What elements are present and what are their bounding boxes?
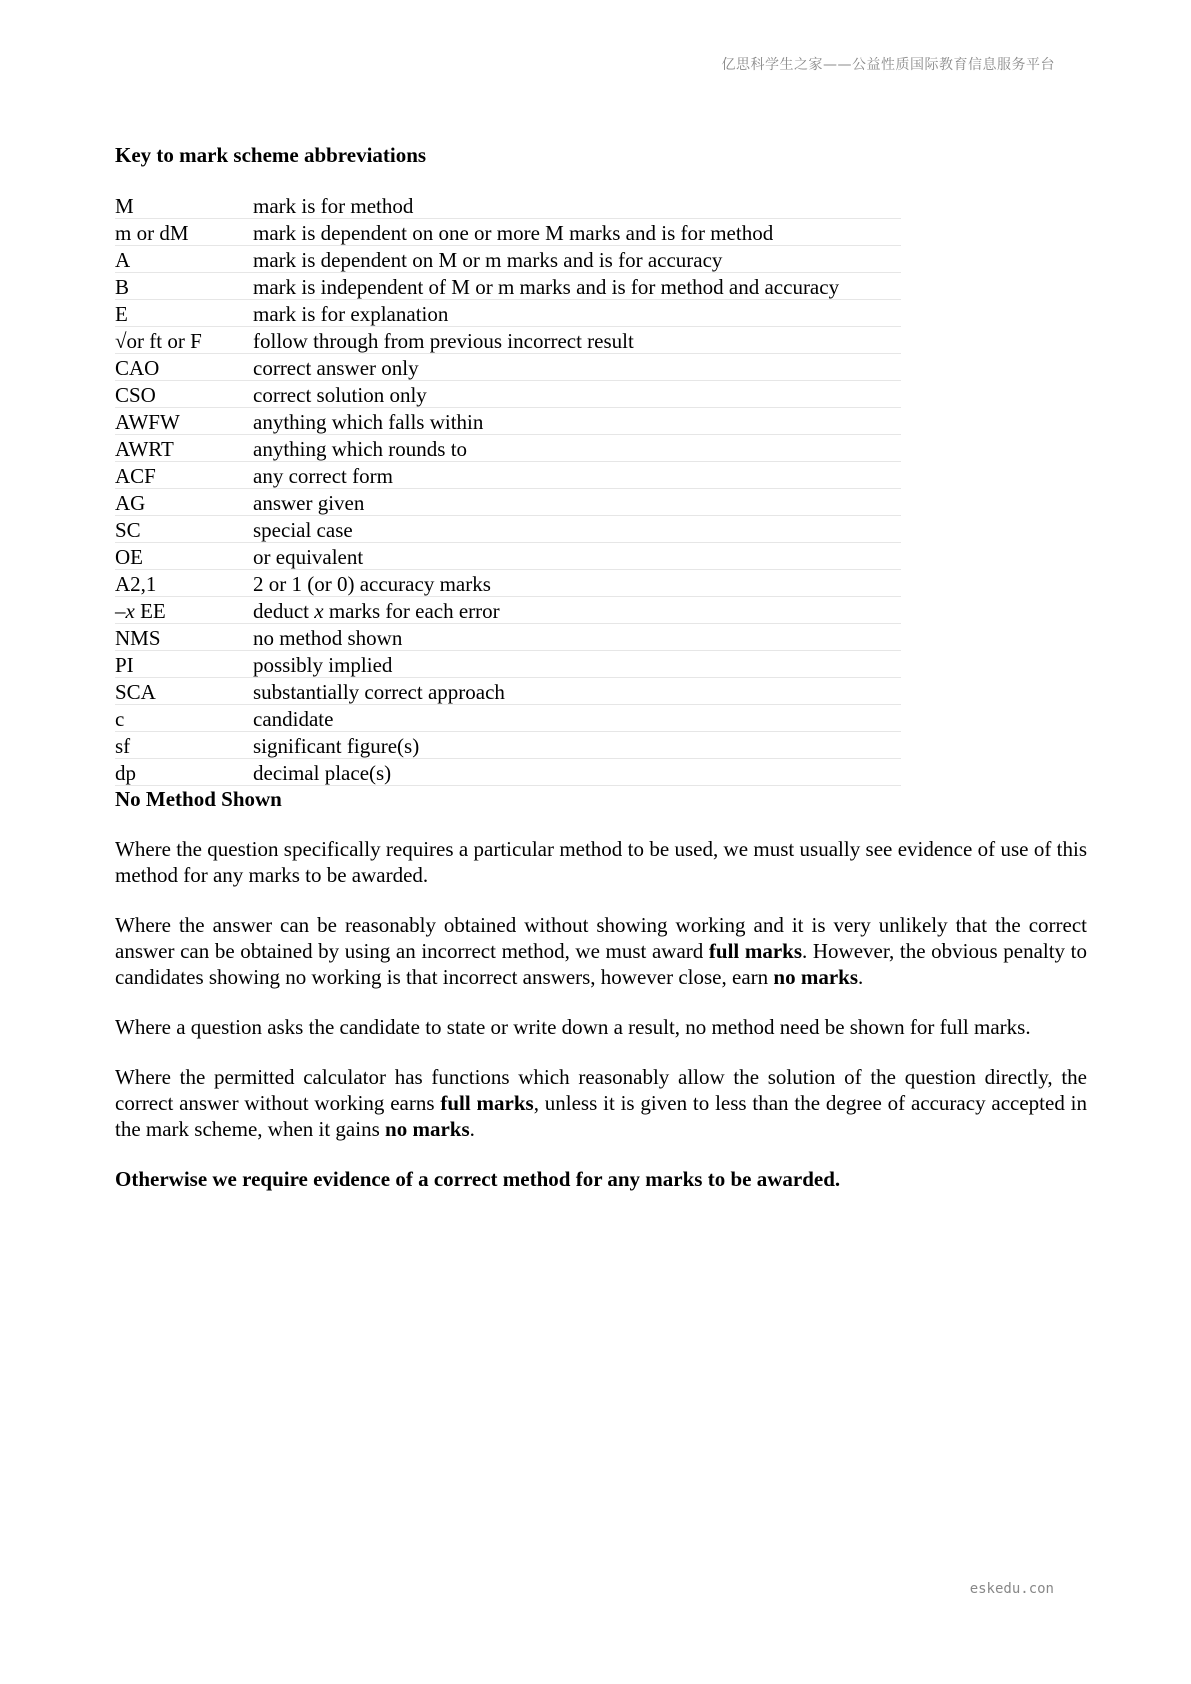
table-row xyxy=(115,354,901,381)
table-row xyxy=(115,489,901,516)
table-row xyxy=(115,732,901,759)
abbreviation-meaning: answer given xyxy=(253,489,901,516)
abbreviation-meaning: anything which rounds to xyxy=(253,435,901,462)
code-prefix: – xyxy=(115,599,126,623)
abbreviation-meaning: mark is dependent on M or m marks and is for accuracy xyxy=(253,246,901,273)
table-row xyxy=(115,705,901,732)
table-row xyxy=(115,624,901,651)
table-row xyxy=(115,192,901,219)
abbreviation-meaning: no method shown xyxy=(253,624,901,651)
table-row xyxy=(115,273,901,300)
abbreviation-meaning: mark is dependent on one or more M marks and is for method xyxy=(253,219,901,246)
bold-full-marks: full marks xyxy=(440,1091,534,1115)
abbreviation-code: E xyxy=(115,300,253,327)
abbreviation-meaning: mark is independent of M or m marks and is for method and accuracy xyxy=(253,273,901,300)
table-row xyxy=(115,678,901,705)
abbreviation-meaning: or equivalent xyxy=(253,543,901,570)
abbreviation-meaning: any correct form xyxy=(253,462,901,489)
abbreviation-code: A2,1 xyxy=(115,570,253,597)
paragraph-text: , unless it is given to less than the degree of accuracy accepted in the mark scheme, when it gains xyxy=(115,1091,1087,1141)
page-header-site-name: 亿思科学生之家——公益性质国际教育信息服务平台 xyxy=(721,57,1055,73)
nms-paragraph-2 xyxy=(115,912,1087,990)
abbreviation-code: AWFW xyxy=(115,408,253,435)
key-section-title: Key to mark scheme abbreviations xyxy=(115,143,427,167)
nms-closing-statement: Otherwise we require evidence of a correct method for any marks to be awarded. xyxy=(115,1167,841,1191)
bold-no-marks: no marks xyxy=(773,965,858,989)
meaning-suffix: marks for each error xyxy=(323,599,500,623)
paragraph-text: . xyxy=(858,965,864,989)
abbreviation-meaning: significant figure(s) xyxy=(253,732,901,759)
abbreviation-meaning: mark is for method xyxy=(253,192,901,219)
code-variable: x xyxy=(125,599,135,623)
abbreviation-meaning: correct answer only xyxy=(253,354,901,381)
abbreviation-table xyxy=(115,192,901,786)
abbreviation-meaning: correct solution only xyxy=(253,381,901,408)
abbreviation-meaning: follow through from previous incorrect result xyxy=(253,327,901,354)
paragraph-text: . However, the obvious penalty to candidates showing no working is that incorrect answers, however close, earn xyxy=(115,939,1087,989)
table-row xyxy=(115,327,901,354)
abbreviation-code: A xyxy=(115,246,253,273)
paragraph-text: Where the answer can be reasonably obtained without showing working and it is very unlikely that the correct answer can be obtained by using an incorrect method, we must award xyxy=(115,913,1087,963)
abbreviation-code: OE xyxy=(115,543,253,570)
abbreviation-code: NMS xyxy=(115,624,253,651)
table-row xyxy=(115,651,901,678)
table-row xyxy=(115,435,901,462)
table-row xyxy=(115,759,901,786)
table-row xyxy=(115,219,901,246)
table-row xyxy=(115,516,901,543)
bold-full-marks: full marks xyxy=(708,939,803,963)
table-row xyxy=(115,381,901,408)
nms-paragraph-4 xyxy=(115,1064,1087,1142)
abbreviation-code: AG xyxy=(115,489,253,516)
meaning-variable: x xyxy=(314,599,324,623)
nms-section-title: No Method Shown xyxy=(115,787,282,811)
abbreviation-meaning: 2 or 1 (or 0) accuracy marks xyxy=(253,570,901,597)
abbreviation-meaning xyxy=(253,597,901,624)
table-row xyxy=(115,246,901,273)
abbreviation-code xyxy=(115,597,253,624)
abbreviation-code: B xyxy=(115,273,253,300)
abbreviation-meaning: anything which falls within xyxy=(253,408,901,435)
code-suffix: EE xyxy=(134,599,166,623)
nms-paragraph-3: Where a question asks the candidate to state or write down a result, no method need be shown for full marks. xyxy=(115,1015,1031,1039)
table-row xyxy=(115,597,901,624)
abbreviation-code: SCA xyxy=(115,678,253,705)
abbreviation-code: ACF xyxy=(115,462,253,489)
abbreviation-meaning: mark is for explanation xyxy=(253,300,901,327)
abbreviation-code: sf xyxy=(115,732,253,759)
paragraph-text: . xyxy=(469,1117,475,1141)
abbreviation-code: SC xyxy=(115,516,253,543)
abbreviation-meaning: decimal place(s) xyxy=(253,759,901,786)
bold-no-marks: no marks xyxy=(385,1117,470,1141)
table-row xyxy=(115,543,901,570)
abbreviation-code: PI xyxy=(115,651,253,678)
abbreviation-code: c xyxy=(115,705,253,732)
abbreviation-meaning: candidate xyxy=(253,705,901,732)
abbreviation-code: m or dM xyxy=(115,219,253,246)
table-row xyxy=(115,300,901,327)
abbreviation-code: M xyxy=(115,192,253,219)
abbreviation-meaning: special case xyxy=(253,516,901,543)
table-row xyxy=(115,462,901,489)
table-row xyxy=(115,570,901,597)
abbreviation-meaning: substantially correct approach xyxy=(253,678,901,705)
abbreviation-code: CSO xyxy=(115,381,253,408)
abbreviation-code: √or ft or F xyxy=(115,327,253,354)
abbreviation-code: dp xyxy=(115,759,253,786)
nms-paragraph-1: Where the question specifically requires a particular method to be used, we must usually see evidence of use of this method for any marks to be awarded. xyxy=(115,837,1087,887)
page-footer-site-url: eskedu.con xyxy=(969,1581,1054,1597)
abbreviation-code: AWRT xyxy=(115,435,253,462)
abbreviation-meaning: possibly implied xyxy=(253,651,901,678)
paragraph-text: Where the permitted calculator has functions which reasonably allow the solution of the question directly, the correct answer without working earns xyxy=(115,1065,1087,1115)
table-row xyxy=(115,408,901,435)
page-content xyxy=(115,142,1087,1192)
abbreviation-code: CAO xyxy=(115,354,253,381)
meaning-prefix: deduct xyxy=(253,599,315,623)
